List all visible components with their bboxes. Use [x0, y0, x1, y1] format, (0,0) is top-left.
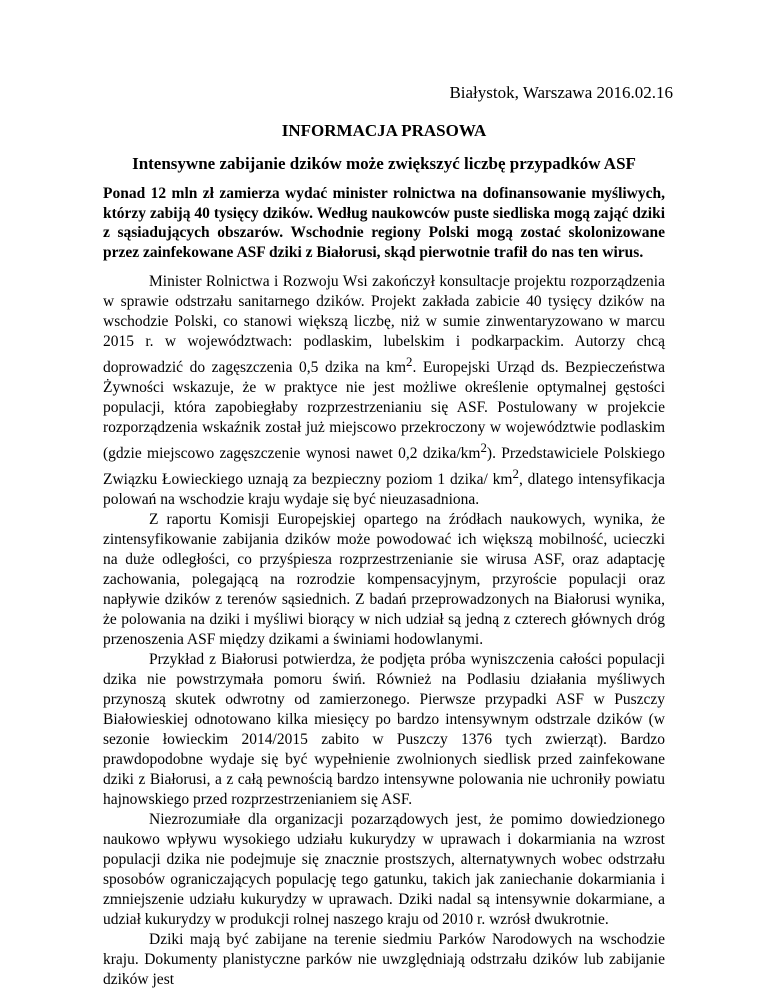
superscript-2: 2: [512, 466, 519, 482]
paragraph-4: Niezrozumiałe dla organizacji pozarządowych jest, że pomimo dowiedzionego naukowo wpływu wysokiego udziału kukurydzy w uprawach i dokarmiania na wzrost populacji dzika nie podejmuje się znacznie prostszych, alternatywnych wobec odstrzału sposobów ograniczających populację tego gatunku, takich jak zaniechanie dokarmiania i zmniejszenie udziału kukurydzy w uprawach. Dziki nadal są intensywnie dokarmiane, a udział kukurydzy w produkcji rolnej naszego kraju od 2010 r. wzrósł dwukrotnie.: [103, 811, 665, 929]
paragraph-2: Z raportu Komisji Europejskiej opartego na źródłach naukowych, wynika, że zintensyfikowanie zabijania dzików może powodować ich większą mobilność, ucieczki na duże odległości, co przyśpiesza rozprzestrzenianie sie wirusa ASF, oraz adaptację zachowania, polegającą na rozrodzie kompensacyjnym, przyroście populacji oraz napływie dzików z terenów sąsiednich. Z badań przeprowadzonych na Białorusi wynika, że polowania na dziki i myśliwi biorący w nich udział są jedną z czterech głównych dróg przenoszenia ASF między dzikami a świniami hodowlanymi.: [103, 511, 665, 649]
lead-paragraph: Ponad 12 mln zł zamierza wydać minister rolnictwa na dofinansowanie myśliwych, którzy zabiją 40 tysięcy dzików. Według naukowców puste siedliska mogą zająć dziki z sąsiadujących obszarów. Wschodnie regiony Polski mogą zostać skolonizowane przez zainfekowane ASF dziki z Białorusi, skąd pierwotnie trafił do nas ten wirus.: [103, 185, 665, 261]
superscript-2: 2: [480, 440, 487, 456]
paragraph-1-part-a: Minister Rolnictwa i Rozwoju Wsi zakończył konsultacje projektu rozporządzenia w sprawie odstrzału sanitarnego dzików. Projekt zakłada zabicie 40 tysięcy dzików na wschodzie Polski, co stanowi większą liczbę, niż w sumie zinwentaryzowano w marcu 2015 r. w województwach: podlaskim, lubelskim i podkarpackim. Autorzy chcą doprowadzić do zagęszczenia 0,5 dzika na km: [103, 273, 665, 377]
paragraph-5: Dziki mają być zabijane na terenie siedmiu Parków Narodowych na wschodzie kraju. Dokumenty planistyczne parków nie uwzględniają odstrzału dzików lub zabijanie dzików jest: [103, 931, 665, 989]
document-subtitle: Intensywne zabijanie dzików może zwiększyć liczbę przypadków ASF: [132, 154, 636, 173]
paragraph-1: [103, 272, 665, 510]
paragraph-1-part-b: . Europejski Urząd ds. Bezpieczeństwa Żywności wskazuje, że w praktyce nie jest możliwe określenie optymalnej gęstości populacji, która zapobiegłaby rozprzestrzenianiu się ASF. Postulowany w projekcie rozporządzenia wskaźnik został już miejscowo przekroczony w województwie podlaskim (gdzie miejscowo zagęszczenie wynosi nawet 0,2 dzika/km: [103, 359, 665, 463]
paragraph-3: Przykład z Białorusi potwierdza, że podjęta próba wyniszczenia całości populacji dzika nie powstrzymała pomoru świń. Również na Podlasiu działania myśliwych przynoszą skutek odwrotny od zamierzonego. Pierwsze przypadki ASF w Puszczy Białowieskiej odnotowano kilka miesięcy po bardzo intensywnym odstrzale dzików (w sezonie łowieckim 2014/2015 zabito w Puszczy 1376 tych zwierząt). Bardzo prawdopodobne wydaje się być wypełnienie zwolnionych siedlisk przed zainfekowane dziki z Białorusi, a z całą pewnością bardzo intensywne polowania nie uchroniły powiatu hajnowskiego przed rozprzestrzenianiem się ASF.: [103, 651, 665, 809]
body-text: [103, 272, 665, 990]
superscript-2: 2: [406, 354, 413, 369]
paragraph-1-part-c: ). Przedstawiciele Polskiego Związku Łowieckiego uznają za bezpieczny poziom 1 dzika/ km: [103, 445, 665, 489]
date-line: Białystok, Warszawa 2016.02.16: [449, 83, 673, 102]
document-title: INFORMACJA PRASOWA: [281, 121, 487, 140]
paragraph-1-part-d: , dlatego intensyfikacja polowań na wschodzie kraju wydaje się być nieuzasadniona.: [103, 471, 665, 509]
